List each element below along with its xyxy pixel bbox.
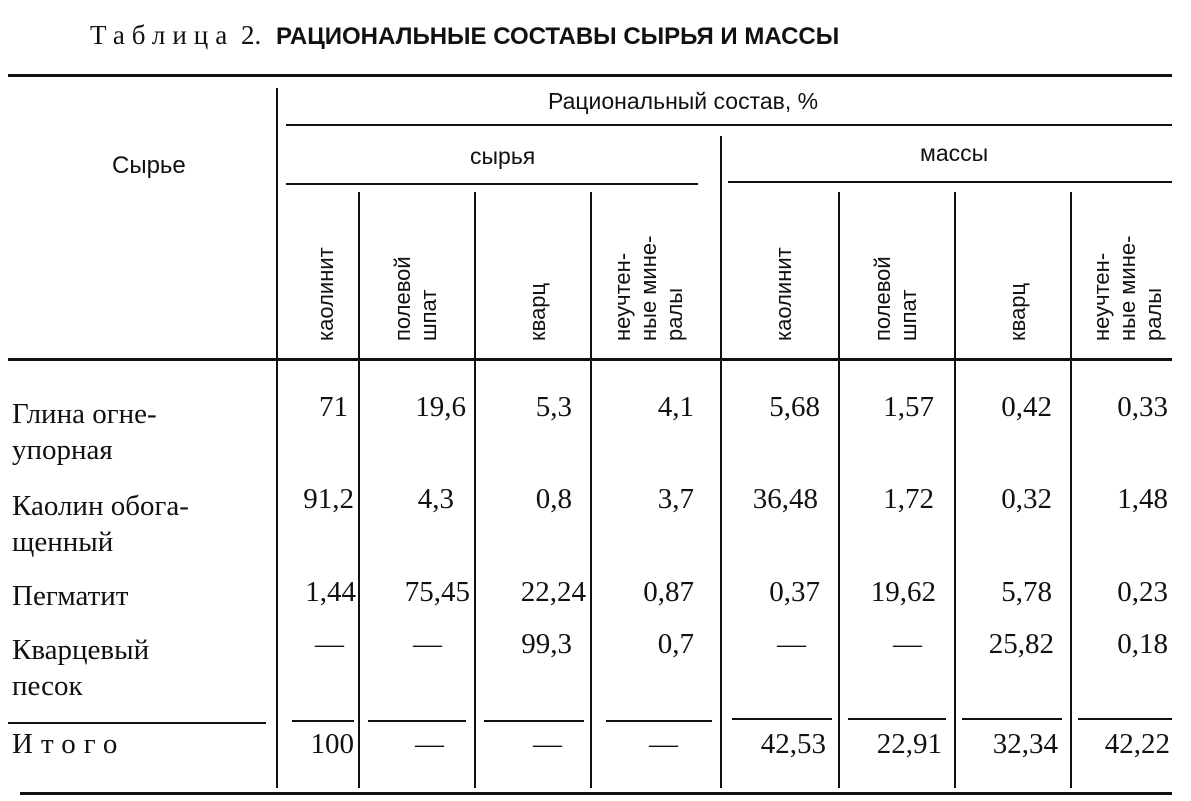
col-other-mass-line2: ные мине- bbox=[1115, 235, 1140, 341]
overline bbox=[962, 718, 1062, 720]
overline bbox=[368, 720, 466, 722]
bottom-rule bbox=[20, 792, 1172, 795]
col-other-raw bbox=[610, 201, 688, 341]
vline-3 bbox=[590, 192, 592, 788]
table-cell: 0,7 bbox=[657, 628, 694, 660]
col-quartz-mass-label: кварц bbox=[1005, 282, 1030, 341]
total-cell: — bbox=[415, 728, 444, 760]
header-raw-col: Сырье bbox=[112, 152, 186, 179]
overline bbox=[1078, 718, 1172, 720]
row-label-3-line1: Пегматит bbox=[12, 580, 129, 612]
total-cell: 42,22 bbox=[1104, 728, 1170, 760]
total-cell: 32,34 bbox=[992, 728, 1058, 760]
header-sub-mass: массы bbox=[920, 140, 989, 166]
table-cell: 1,57 bbox=[883, 391, 934, 423]
table-cell: 99,3 bbox=[521, 628, 572, 660]
col-other-mass bbox=[1089, 201, 1167, 341]
table-cell: 3,7 bbox=[657, 483, 694, 515]
table-cell: 0,42 bbox=[1001, 391, 1052, 423]
col-kaolinite-raw bbox=[313, 201, 339, 341]
overline bbox=[292, 720, 354, 722]
vline-7 bbox=[1070, 192, 1072, 788]
table-cell: 5,3 bbox=[535, 391, 572, 423]
col-other-raw-line2: ные мине- bbox=[636, 235, 661, 341]
col-quartz-mass bbox=[1005, 201, 1031, 341]
col-feldspar-raw bbox=[390, 201, 442, 341]
col-kaolinite-mass-label: каолинит bbox=[771, 247, 796, 341]
table-cell: — bbox=[315, 628, 344, 660]
col-feldspar-mass-line1: полевой bbox=[870, 256, 895, 341]
table-cell: 0,23 bbox=[1117, 576, 1168, 608]
col-feldspar-raw-line2: шпат bbox=[416, 289, 441, 341]
total-cell: 22,91 bbox=[876, 728, 942, 760]
total-cell: 100 bbox=[310, 728, 354, 760]
table-cell: 0,87 bbox=[643, 576, 694, 608]
col-other-raw-line3: ралы bbox=[662, 287, 687, 341]
row-label-2-line2: щенный bbox=[12, 526, 114, 558]
group-rule bbox=[286, 124, 1172, 126]
row-label-4-line1: Кварцевый bbox=[12, 634, 150, 666]
col-quartz-raw bbox=[525, 201, 551, 341]
header-sub-raw: сырья bbox=[470, 143, 536, 169]
subgroup-rule-raw bbox=[286, 183, 698, 185]
col-other-mass-line1: неучтен- bbox=[1089, 252, 1114, 341]
col-other-mass-line3: ралы bbox=[1141, 287, 1166, 341]
table-cell: 4,3 bbox=[417, 483, 454, 515]
row-label-4-line2: песок bbox=[12, 670, 83, 702]
table-cell: 75,45 bbox=[404, 576, 470, 608]
total-cell: — bbox=[533, 728, 562, 760]
caption-label: Таблица bbox=[90, 20, 235, 50]
table-cell: 0,37 bbox=[769, 576, 820, 608]
total-label: Итого bbox=[12, 728, 126, 760]
header-group: Рациональный состав, % bbox=[548, 88, 819, 114]
overline bbox=[606, 720, 712, 722]
overline bbox=[484, 720, 584, 722]
vline-6 bbox=[954, 192, 956, 788]
total-cell: 42,53 bbox=[760, 728, 826, 760]
vline-1 bbox=[358, 192, 360, 788]
overline bbox=[848, 718, 946, 720]
table-cell: — bbox=[893, 628, 922, 660]
col-feldspar-raw-line1: полевой bbox=[390, 256, 415, 341]
table-cell: 0,8 bbox=[535, 483, 572, 515]
col-other-raw-line1: неучтен- bbox=[610, 252, 635, 341]
table-cell: 36,48 bbox=[752, 483, 818, 515]
table-cell: 1,48 bbox=[1117, 483, 1168, 515]
col-feldspar-mass-line2: шпат bbox=[896, 289, 921, 341]
row-label-1 bbox=[12, 396, 157, 468]
table-cell: 0,18 bbox=[1117, 628, 1168, 660]
table-cell: 25,82 bbox=[988, 628, 1054, 660]
vline-2 bbox=[474, 192, 476, 788]
row-label-1-line2: упорная bbox=[12, 434, 113, 466]
total-cell: — bbox=[649, 728, 678, 760]
top-rule bbox=[8, 74, 1172, 77]
table-cell: — bbox=[413, 628, 442, 660]
table-cell: 91,2 bbox=[303, 483, 354, 515]
col-feldspar-mass bbox=[870, 201, 922, 341]
vline-5 bbox=[838, 192, 840, 788]
subgroup-rule-mass bbox=[728, 181, 1172, 183]
table-cell: 0,32 bbox=[1001, 483, 1052, 515]
vline-mid bbox=[720, 136, 722, 788]
table-cell: 1,72 bbox=[883, 483, 934, 515]
row-label-1-line1: Глина огне- bbox=[12, 398, 157, 430]
row-label-4 bbox=[12, 632, 149, 704]
caption-number: 2. bbox=[240, 20, 262, 50]
overline bbox=[732, 718, 832, 720]
table-caption bbox=[90, 20, 839, 51]
table-cell: 5,78 bbox=[1001, 576, 1052, 608]
col-kaolinite-raw-label: каолинит bbox=[313, 247, 338, 341]
table-cell: — bbox=[777, 628, 806, 660]
col-kaolinite-mass bbox=[771, 201, 797, 341]
table-cell: 22,24 bbox=[520, 576, 586, 608]
table-cell: 1,44 bbox=[305, 576, 356, 608]
caption-title: РАЦИОНАЛЬНЫЕ СОСТАВЫ СЫРЬЯ И МАССЫ bbox=[275, 23, 840, 50]
row-label-3 bbox=[12, 578, 128, 614]
table-cell: 71 bbox=[319, 391, 348, 423]
table-cell: 19,6 bbox=[415, 391, 466, 423]
table-cell: 5,68 bbox=[769, 391, 820, 423]
col-quartz-raw-label: кварц bbox=[525, 282, 550, 341]
table-cell: 0,33 bbox=[1117, 391, 1168, 423]
row-label-2 bbox=[12, 488, 189, 560]
table-cell: 4,1 bbox=[657, 391, 694, 423]
total-left-rule bbox=[8, 722, 266, 724]
vline-name bbox=[276, 88, 278, 788]
table-cell: 19,62 bbox=[870, 576, 936, 608]
row-label-2-line1: Каолин обога- bbox=[12, 490, 189, 522]
